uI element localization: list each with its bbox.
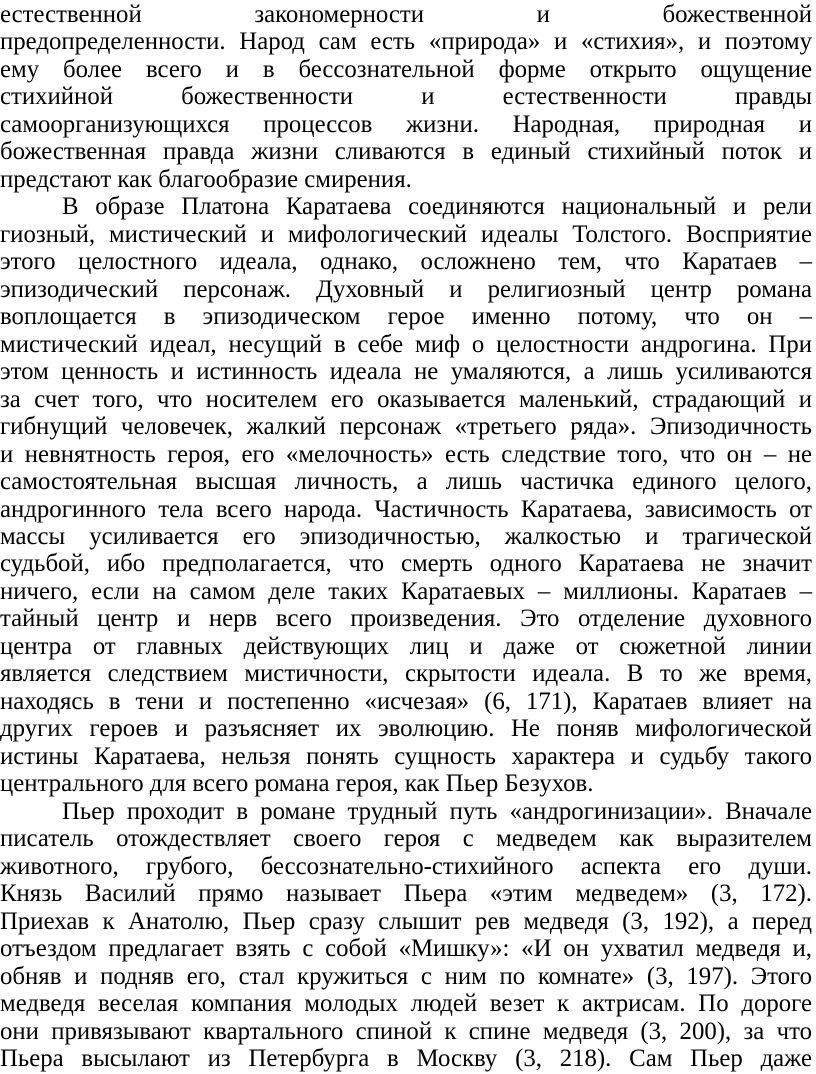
text-line: этого целостного идеала, однако, осложнено тем, что Каратаев – bbox=[0, 248, 812, 275]
text-line: животного, грубого, бессознательно-стихийного аспекта его души. bbox=[0, 853, 812, 880]
text-line: самостоятельная высшая личность, а лишь частичка единого целого, bbox=[0, 468, 812, 495]
text-line: за счет того, что носителем его оказывается маленький, страдающий и bbox=[0, 386, 812, 413]
text-line: отъездом предлагает взять с собой «Мишку»: «И он ухватил медведя и, bbox=[0, 935, 812, 962]
text-line: является следствием мистичности, скрытости идеала. В то же время, bbox=[0, 660, 812, 687]
text-line: тайный центр и нерв всего произведения. Это отделение духовного bbox=[0, 605, 812, 632]
text-line: воплощается в эпизодическом герое именно потому, что он – bbox=[0, 303, 812, 330]
text-line: Пьера высылают из Петербурга в Москву (3, 218). Сам Пьер даже bbox=[0, 1045, 812, 1072]
text-line: медведя веселая компания молодых людей везет к актрисам. По дороге bbox=[0, 990, 812, 1017]
text-line: истины Каратаева, нельзя понять сущность характера и судьбу такого bbox=[0, 743, 812, 770]
text-line: этом ценность и истинность идеала не умаляются, а лишь усиливаются bbox=[0, 358, 812, 385]
text-line: они привязывают квартального спиной к спине медведя (3, 200), за что bbox=[0, 1018, 812, 1045]
text-line: массы усиливается его эпизодичностью, жалкостью и трагической bbox=[0, 523, 812, 550]
text-line: судьбой, ибо предполагается, что смерть одного Каратаева не значит bbox=[0, 550, 812, 577]
text-line: ничего, если на самом деле таких Каратаевых – миллионы. Каратаев – bbox=[0, 578, 812, 605]
text-line: божественная правда жизни сливаются в единый стихийный поток и bbox=[0, 138, 812, 165]
text-line: и невнятность героя, его «мелочность» есть следствие того, что он – не bbox=[0, 441, 812, 468]
text-line: Приехав к Анатолю, Пьер сразу слышит рев медведя (3, 192), а перед bbox=[0, 908, 812, 935]
text-line: Князь Василий прямо называет Пьера «этим медведем» (3, 172). bbox=[0, 880, 812, 907]
text-line: естественной закономерности и божественной bbox=[0, 1, 812, 28]
text-line: других героев и разъясняет их эволюцию. Не поняв мифологической bbox=[0, 715, 812, 742]
text-line: писатель отождествляет своего героя с медведем как выразителем bbox=[0, 825, 812, 852]
text-line: андрогинного тела всего народа. Частичность Каратаева, зависимость от bbox=[0, 496, 812, 523]
paragraph-end-line: центрального для всего романа героя, как Пьер Безухов. bbox=[0, 770, 594, 797]
text-line: предопределенности. Народ сам есть «природа» и «стихия», и поэтому bbox=[0, 28, 812, 55]
paragraph-first-line: В образе Платона Каратаева соединяются национальный и рели bbox=[62, 193, 812, 220]
text-line: мистический идеал, несущий в себе миф о целостности андрогина. При bbox=[0, 331, 812, 358]
text-line: гиозный, мистический и мифологический идеалы Толстого. Восприятие bbox=[0, 221, 812, 248]
text-line: обняв и подняв его, стал кружиться с ним по комнате» (3, 197). Этого bbox=[0, 963, 812, 990]
text-line: центра от главных действующих лиц и даже от сюжетной линии bbox=[0, 633, 812, 660]
text-line: гибнущий человечек, жалкий персонаж «третьего ряда». Эпизодичность bbox=[0, 413, 812, 440]
text-line: стихийной божественности и естественности правды bbox=[0, 83, 812, 110]
paragraph-end-line: предстают как благообразие смирения. bbox=[0, 166, 412, 193]
paragraph-first-line: Пьер проходит в романе трудный путь «андрогинизации». Вначале bbox=[62, 798, 812, 825]
text-line: находясь в тени и постепенно «исчезая» (6, 171), Каратаев влияет на bbox=[0, 688, 812, 715]
text-line: эпизодический персонаж. Духовный и религиозный центр романа bbox=[0, 276, 812, 303]
text-line: ему более всего и в бессознательной форме открыто ощущение bbox=[0, 56, 812, 83]
text-line: самоорганизующихся процессов жизни. Народная, природная и bbox=[0, 111, 812, 138]
